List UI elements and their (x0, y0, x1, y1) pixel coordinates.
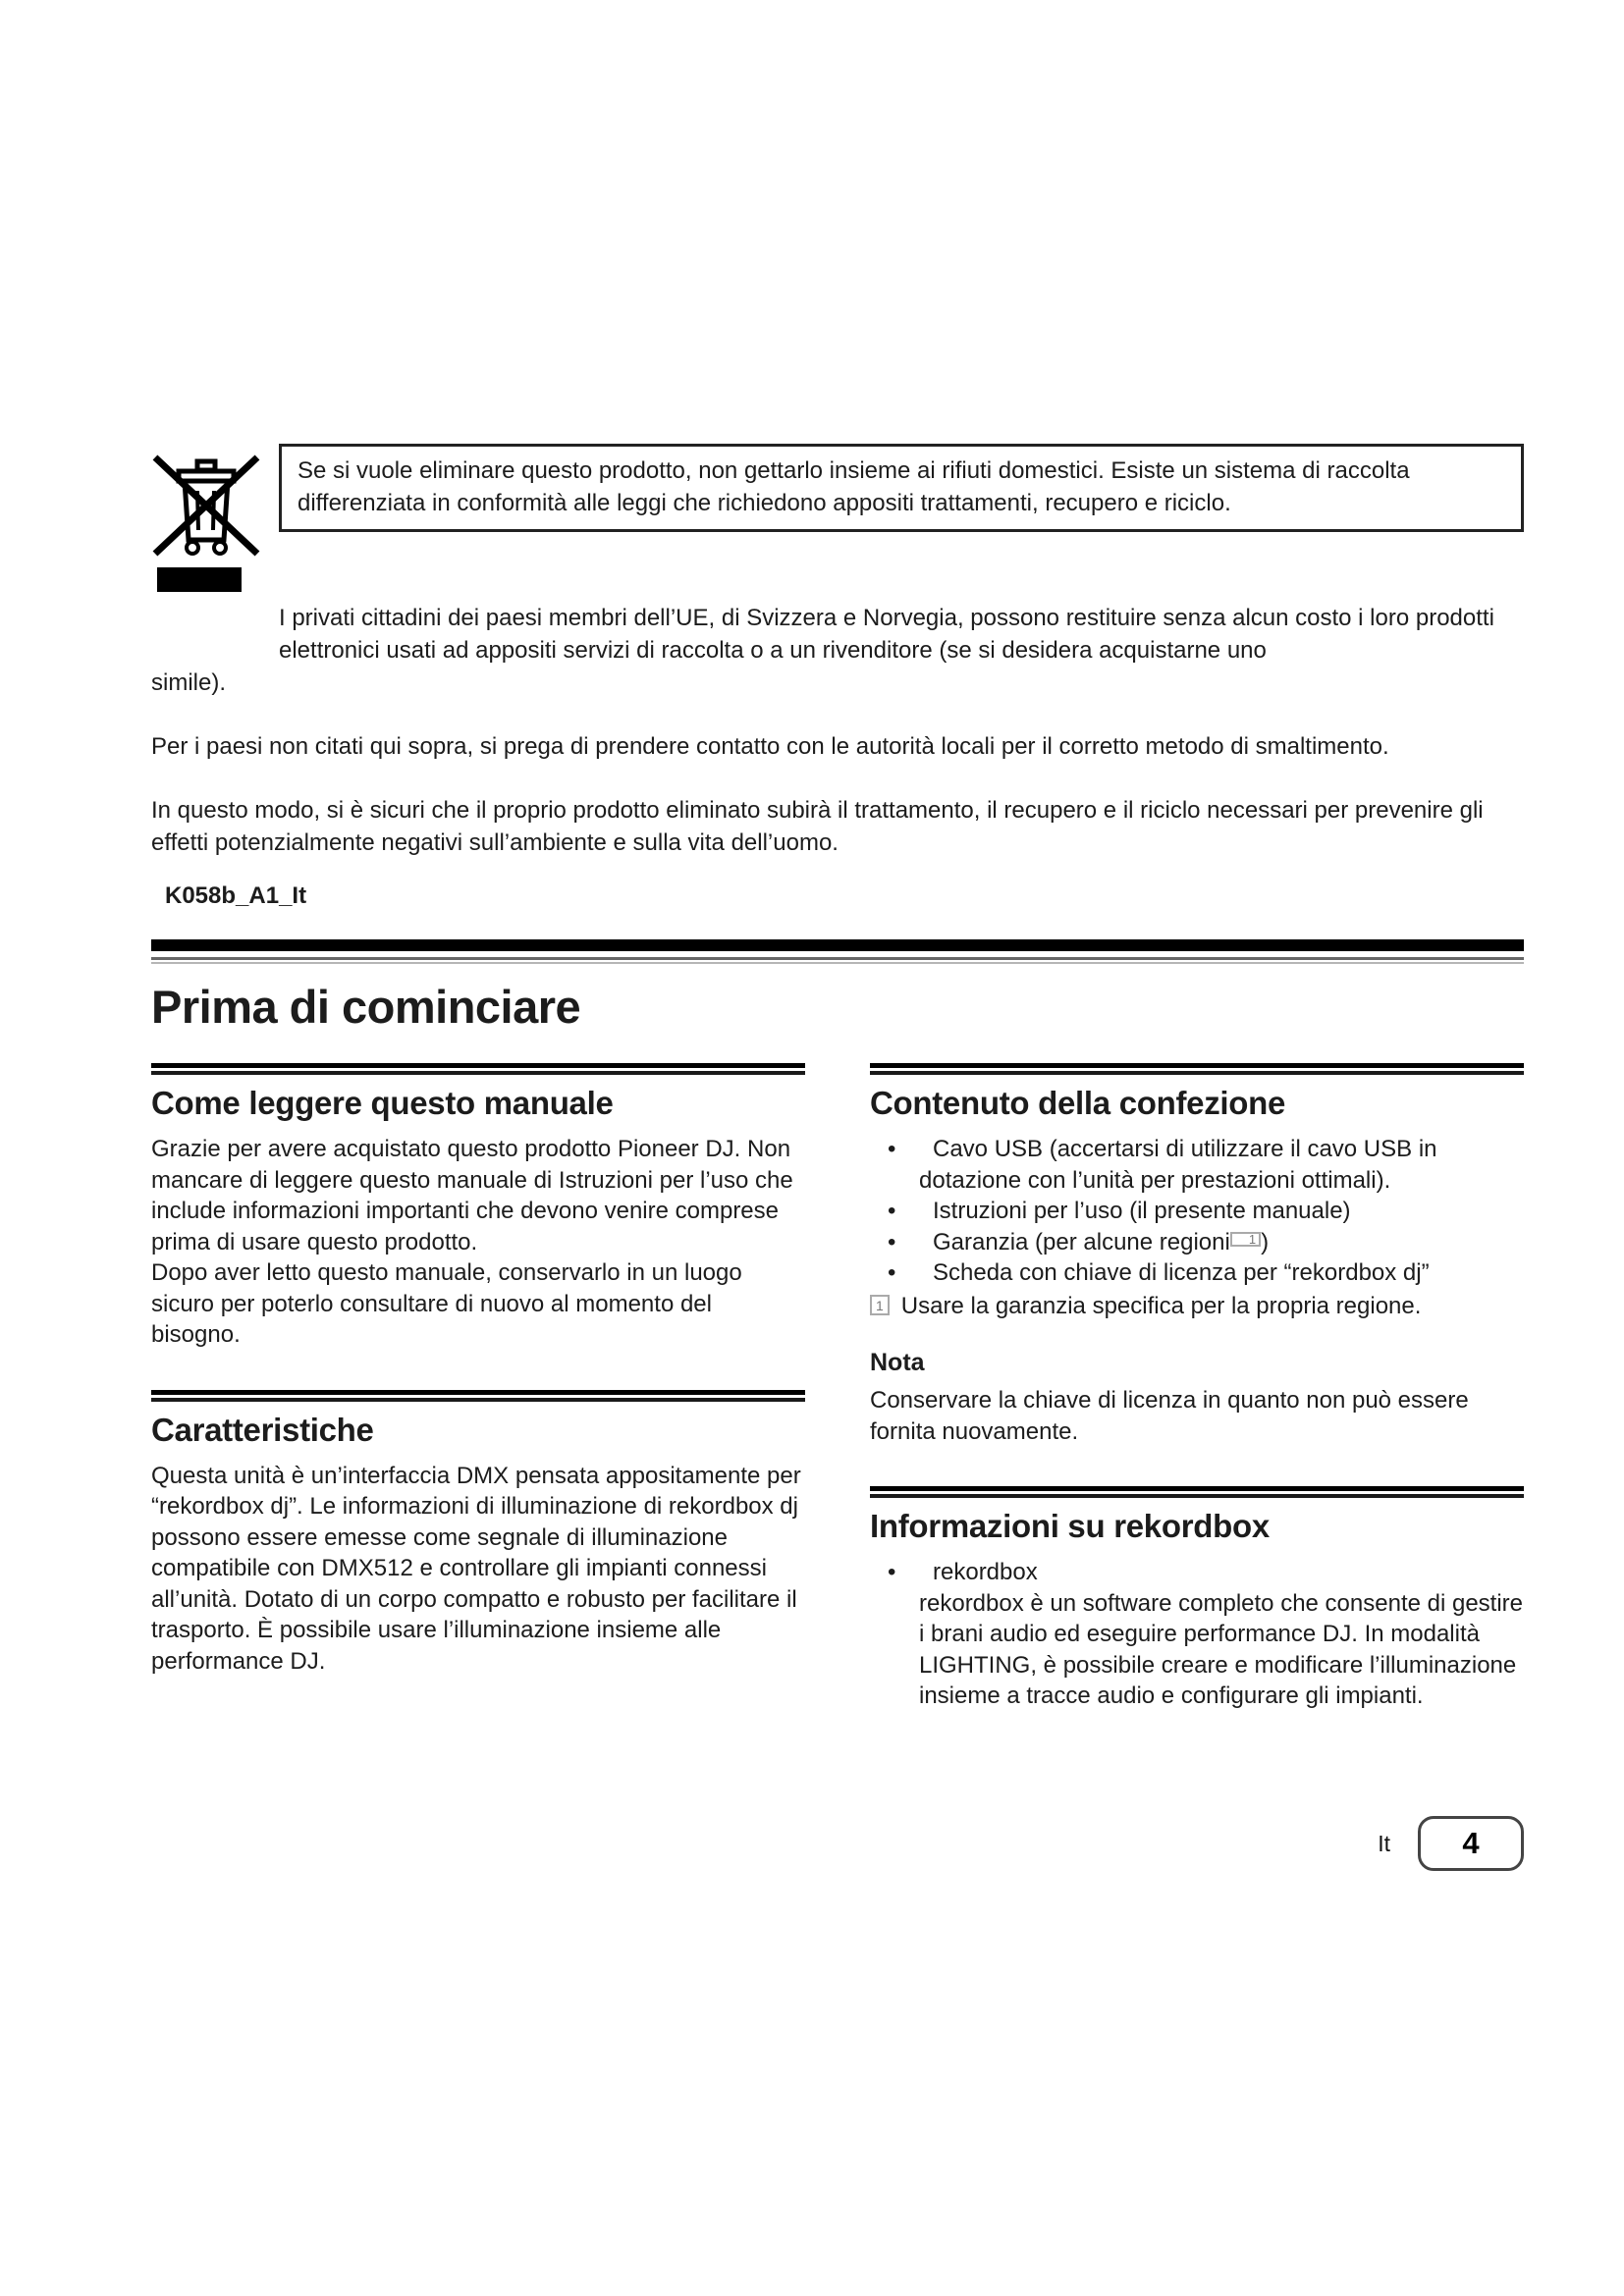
weee-paragraph-members: I privati cittadini dei paesi membri dell’UE, di Svizzera e Norvegia, possono restituire senza alcun costo i loro prodotti elettronici usati ad appositi servizi di raccolta o a un rivenditore (se si desidera acquistarne uno (279, 605, 1494, 664)
section-rule (870, 1486, 1524, 1498)
page-footer (1378, 1816, 1524, 1871)
list-item-text: ) (1261, 1228, 1270, 1255)
how-to-read-paragraph-2: Dopo aver letto questo manuale, conservarlo in un luogo sicuro per poterlo consultare di nuovo al momento del bisogno. (151, 1259, 742, 1348)
crossed-out-wheeled-bin-icon (151, 444, 279, 558)
bullet-icon: • (888, 1136, 896, 1162)
manual-page (151, 0, 1524, 1712)
section-rule (870, 1063, 1524, 1075)
how-to-read-paragraph-1: Grazie per avere acquistato questo prodotto Pioneer DJ. Non mancare di leggere questo manuale di Istruzioni per l’uso che include informazioni importanti che devono venire comprese prima di usare questo prodotto. (151, 1136, 793, 1255)
section-title-how-to-read: Come leggere questo manuale (151, 1085, 614, 1121)
footnote-text: Usare la garanzia specifica per la propria regione. (900, 1292, 1422, 1319)
footnote-marker-icon: 1 (870, 1295, 890, 1315)
list-item-text: Cavo USB (accertarsi di utilizzare il cavo USB in dotazione con l’unità per prestazioni ottimali). (919, 1136, 1437, 1194)
chapter-title: Prima di cominciare (151, 981, 581, 1033)
list-item-instructions (870, 1196, 1524, 1227)
list-item-text: Istruzioni per l’uso (il presente manuale) (933, 1198, 1351, 1224)
bullet-icon: • (888, 1259, 896, 1286)
bullet-icon: • (888, 1559, 896, 1585)
chapter-rule (151, 939, 1524, 964)
list-item-text: Scheda con chiave di licenza per “rekordbox dj” (933, 1259, 1430, 1286)
weee-black-bar (157, 567, 242, 592)
section-rule (151, 1390, 805, 1402)
features-body (151, 1461, 805, 1678)
weee-box-text: Se si vuole eliminare questo prodotto, non gettarlo insieme ai rifiuti domestici. Esiste un sistema di raccolta differenziata in conformità alle leggi che richiedono appositi trattamenti, recupero e riciclo. (279, 444, 1524, 532)
list-item-warranty (870, 1227, 1524, 1258)
list-item-text: rekordbox (933, 1559, 1038, 1585)
bullet-icon: • (888, 1228, 896, 1255)
note-body: Conservare la chiave di licenza in quanto non può essere fornita nuovamente. (870, 1387, 1469, 1445)
list-item-rekordbox (870, 1557, 1524, 1588)
list-item-text: Garanzia (per alcune regioni (933, 1228, 1230, 1255)
page-number-badge: 4 (1418, 1816, 1524, 1871)
weee-paragraph-other-countries: Per i paesi non citati qui sopra, si prega di prendere contatto con le autorità locali per il corretto metodo di smaltimento. (151, 733, 1389, 760)
section-title-features: Caratteristiche (151, 1411, 374, 1448)
features-paragraph: Questa unità è un’interfaccia DMX pensata appositamente per “rekordbox dj”. Le informazioni di illuminazione di rekordbox dj possono essere emesse come segnale di illuminazione compatibile con DMX512 e controllare gli impianti connessi all’unità. Dotato di un corpo compatto e robusto per facilitare il trasporto. È possibile usare l’illuminazione insieme alle performance DJ. (151, 1462, 801, 1675)
document-code: K058b_A1_It (165, 882, 307, 909)
footnote-marker-icon: 1 (1230, 1232, 1261, 1247)
left-column (151, 1063, 805, 1677)
weee-paragraph-benefit: In questo modo, si è sicuri che il proprio prodotto eliminato subirà il trattamento, il recupero e il riciclo necessari per prevenire gli effetti potenzialmente negativi sull’ambiente e sulla vita dell’uomo. (151, 797, 1484, 856)
rekordbox-description: rekordbox è un software completo che consente di gestire i brani audio ed eseguire performance DJ. In modalità LIGHTING, è possibile creare e modificare l’illuminazione insieme a tracce audio e configurare gli impianti. (919, 1589, 1524, 1709)
bullet-icon: • (888, 1198, 896, 1224)
two-column-layout (151, 1063, 1524, 1712)
weee-symbol (151, 444, 279, 592)
section-title-about-rekordbox: Informazioni su rekordbox (870, 1508, 1270, 1544)
list-item-usb-cable (870, 1134, 1524, 1196)
note-label: Nota (870, 1349, 925, 1376)
section-rule (151, 1063, 805, 1075)
language-label: It (1378, 1830, 1390, 1856)
list-item-license-card (870, 1257, 1524, 1289)
weee-paragraph-members-continuation: simile). (151, 669, 226, 696)
weee-notice-row (151, 444, 1524, 592)
how-to-read-body (151, 1134, 805, 1351)
right-column (870, 1063, 1524, 1712)
section-title-box-contents: Contenuto della confezione (870, 1085, 1286, 1121)
footnote-line (870, 1291, 1524, 1322)
